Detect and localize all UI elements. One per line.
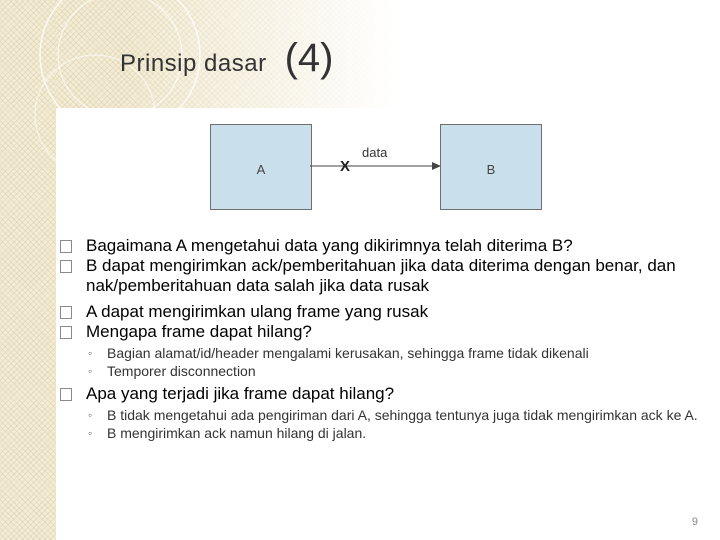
bullet-box-icon (60, 306, 72, 319)
bullet-item (60, 322, 700, 342)
sub-bullet-circle-icon: ◦ (88, 408, 93, 422)
sub-bullet-circle-icon: ◦ (88, 426, 93, 440)
page-number: 9 (691, 516, 698, 528)
node-a-box (210, 124, 312, 210)
lost-frame-mark: X (340, 158, 351, 175)
bullet-box-icon (60, 240, 72, 253)
node-b-label: B (486, 162, 496, 177)
slide-title (120, 36, 333, 81)
bullet-box-icon (60, 388, 72, 401)
transmission-diagram (210, 124, 508, 210)
sub-bullet-list (60, 347, 700, 378)
bullet-item (60, 302, 700, 322)
sub-bullet-item (60, 347, 700, 360)
bullet-box-icon (60, 260, 72, 273)
bullet-list (60, 236, 700, 440)
bullet-item (60, 384, 700, 404)
bullet-item (60, 236, 700, 256)
bullet-text: Apa yang terjadi jika frame dapat hilang? (86, 384, 395, 403)
arrow-data-label: data (362, 145, 388, 160)
sub-bullet-circle-icon: ◦ (88, 364, 93, 378)
bullet-item (60, 256, 700, 296)
sub-bullet-item (60, 409, 700, 422)
sub-bullet-text: B tidak mengetahui ada pengiriman dari A, sehingga tentunya juga tidak mengirimkan ack ke A. (107, 407, 698, 423)
sub-bullet-item (60, 365, 700, 378)
sub-bullet-text: Temporer disconnection (107, 363, 256, 379)
slide-title-text: Prinsip dasar (120, 50, 267, 77)
bullet-text: Bagaimana A mengetahui data yang dikirimnya telah diterima B? (86, 236, 573, 255)
node-a-label: A (256, 162, 266, 177)
bullet-box-icon (60, 326, 72, 339)
bullet-text: B dapat mengirimkan ack/pemberitahuan jika data diterima dengan benar, dan nak/pemberitahuan data salah jika data rusak (86, 256, 676, 295)
sub-bullet-list (60, 409, 700, 440)
sub-bullet-text: B mengirimkan ack namun hilang di jalan. (107, 425, 367, 441)
bullet-text: Mengapa frame dapat hilang? (86, 322, 312, 341)
sub-bullet-circle-icon: ◦ (88, 346, 93, 360)
bullet-text: A dapat mengirimkan ulang frame yang rusak (86, 302, 429, 321)
sub-bullet-item (60, 427, 700, 440)
node-b-box (440, 124, 542, 210)
slide-title-number: (4) (284, 36, 334, 80)
sub-bullet-text: Bagian alamat/id/header mengalami kerusakan, sehingga frame tidak dikenali (107, 345, 589, 361)
